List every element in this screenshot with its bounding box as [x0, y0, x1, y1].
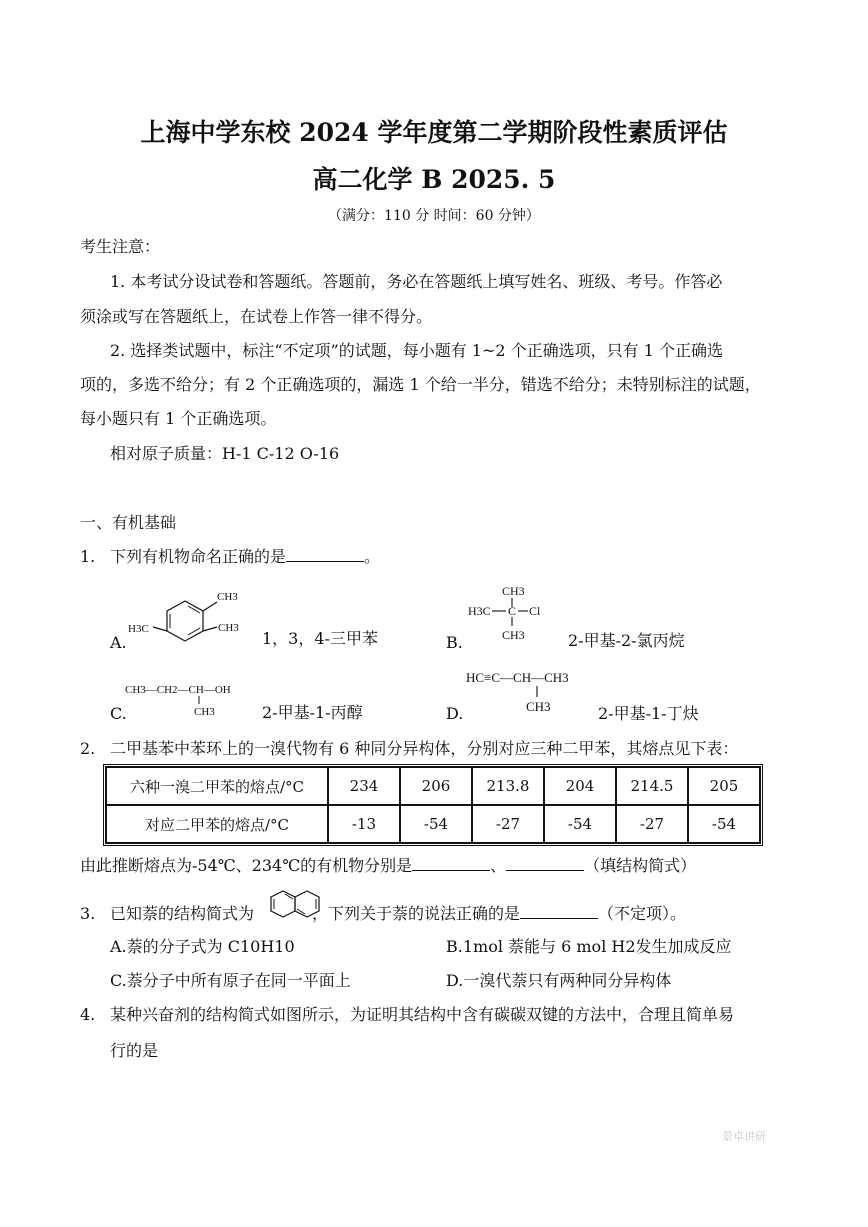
q1-b-structure: [466, 582, 556, 648]
section-heading: 一、有机基础: [80, 513, 177, 532]
row-header: 六种一溴二甲苯的熔点/°C: [106, 767, 328, 805]
exam-subtitle: 高二化学 B 2025. 5: [312, 165, 556, 194]
table-cell: -27: [616, 805, 688, 843]
q1-c-structure: [123, 680, 248, 720]
table-cell: 206: [400, 767, 472, 805]
q1-stem: 下列有机物命名正确的是 。: [110, 547, 381, 566]
q3-option-d: D.一溴代萘只有两种同分异构体: [446, 971, 672, 990]
melting-point-table: [103, 764, 763, 846]
table-cell: -54: [544, 805, 616, 843]
q4-stem-cont: 行的是: [110, 1041, 159, 1060]
answer-blank[interactable]: [412, 856, 490, 871]
answer-blank[interactable]: [506, 856, 584, 871]
table-row: [106, 767, 760, 805]
table-cell: 205: [688, 767, 760, 805]
q4-number: 4.: [80, 1005, 96, 1024]
notice-item-2: 2. 选择类试题中，标注“不定项”的试题，每小题有 1~2 个正确选项，只有 1 个正确选: [110, 341, 724, 360]
notice-item-2-cont: 项的，多选不给分；有 2 个正确选项的，漏选 1 个给一半分，错选不给分；未特别标注的试题，: [80, 375, 761, 394]
main-chain: HC≡C—CH—CH3: [466, 670, 569, 685]
row-header: 对应二甲苯的熔点/°C: [106, 805, 328, 843]
ch3-bottom: CH3: [502, 628, 525, 642]
table-cell: -27: [472, 805, 544, 843]
ch3-branch: CH3: [526, 699, 551, 714]
table-cell: 234: [328, 767, 400, 805]
table-cell: 213.8: [472, 767, 544, 805]
q1-option-c-name: 2-甲基-1-丙醇: [262, 703, 363, 722]
table-cell: -54: [400, 805, 472, 843]
q4-stem: 某种兴奋剂的结构简式如图所示，为证明其结构中含有碳碳双键的方法中，合理且简单易: [110, 1005, 735, 1024]
score-time: （满分：110 分 时间：60 分钟）: [328, 208, 540, 224]
notice-item-2-cont2: 每小题只有 1 个正确选项。: [80, 409, 277, 428]
notice-item-1-cont: 须涂或写在答题纸上，在试卷上作答一律不得分。: [80, 307, 433, 326]
ch3-branch: CH3: [194, 706, 215, 718]
q1-option-c-label: C.: [110, 704, 127, 723]
q1-option-b-label: B.: [446, 633, 463, 652]
q1-option-a-name: 1，3，4-三甲苯: [262, 629, 378, 648]
q1-a-structure: [125, 583, 250, 653]
table-cell: -54: [688, 805, 760, 843]
table-cell: -13: [328, 805, 400, 843]
q1-number: 1.: [80, 547, 96, 566]
q3-stem: 已知萘的结构简式为 ，下列关于萘的说法正确的是 （不定项）。: [110, 904, 687, 923]
central-carbon: C: [508, 604, 517, 618]
ch3-top: CH3: [217, 591, 238, 603]
answer-blank[interactable]: [520, 904, 598, 919]
main-chain: CH3—CH2—CH—OH: [125, 684, 231, 696]
q3-option-c: C.萘分子中所有原子在同一平面上: [110, 971, 351, 990]
ch3-top: CH3: [502, 584, 525, 598]
q1-option-a-label: A.: [110, 633, 127, 652]
table-cell: 204: [544, 767, 616, 805]
q1-option-d-label: D.: [446, 704, 464, 723]
q2-number: 2.: [80, 739, 96, 758]
q2-stem: 二甲基苯中苯环上的一溴代物有 6 种同分异构体，分别对应三种二甲苯，其熔点见下表：: [110, 739, 739, 758]
h3c-left: H3C: [128, 623, 149, 635]
q1-d-structure: [464, 666, 594, 718]
notice-heading: 考生注意：: [80, 237, 161, 256]
q3-option-b: B.1mol 萘能与 6 mol H2发生加成反应: [446, 937, 732, 956]
h3c-left: H3C: [468, 604, 491, 618]
q3-number: 3.: [80, 904, 96, 923]
q1-option-b-name: 2-甲基-2-氯丙烷: [568, 631, 685, 650]
ch3-right: CH3: [218, 622, 239, 634]
exam-title: 上海中学东校 2024 学年度第二学期阶段性素质评估: [140, 118, 728, 147]
naphthalene-structure: [268, 887, 326, 921]
chlorine: Cl: [529, 604, 541, 618]
q2-conclusion: 由此推断熔点为-54℃、234℃的有机物分别是 、 （填结构简式）: [80, 856, 697, 875]
notice-item-1: 1. 本考试分设试卷和答题纸。答题前，务必在答题纸上填写姓名、班级、考号。作答必: [110, 272, 723, 291]
table-cell: 214.5: [616, 767, 688, 805]
atomic-mass: 相对原子质量：H-1 C-12 O-16: [110, 444, 340, 463]
table-row: [106, 805, 760, 843]
q1-option-d-name: 2-甲基-1-丁炔: [598, 704, 699, 723]
watermark: 景卓讲研: [722, 1130, 766, 1143]
answer-blank[interactable]: [286, 547, 364, 562]
q3-option-a: A.萘的分子式为 C10H10: [110, 937, 295, 956]
